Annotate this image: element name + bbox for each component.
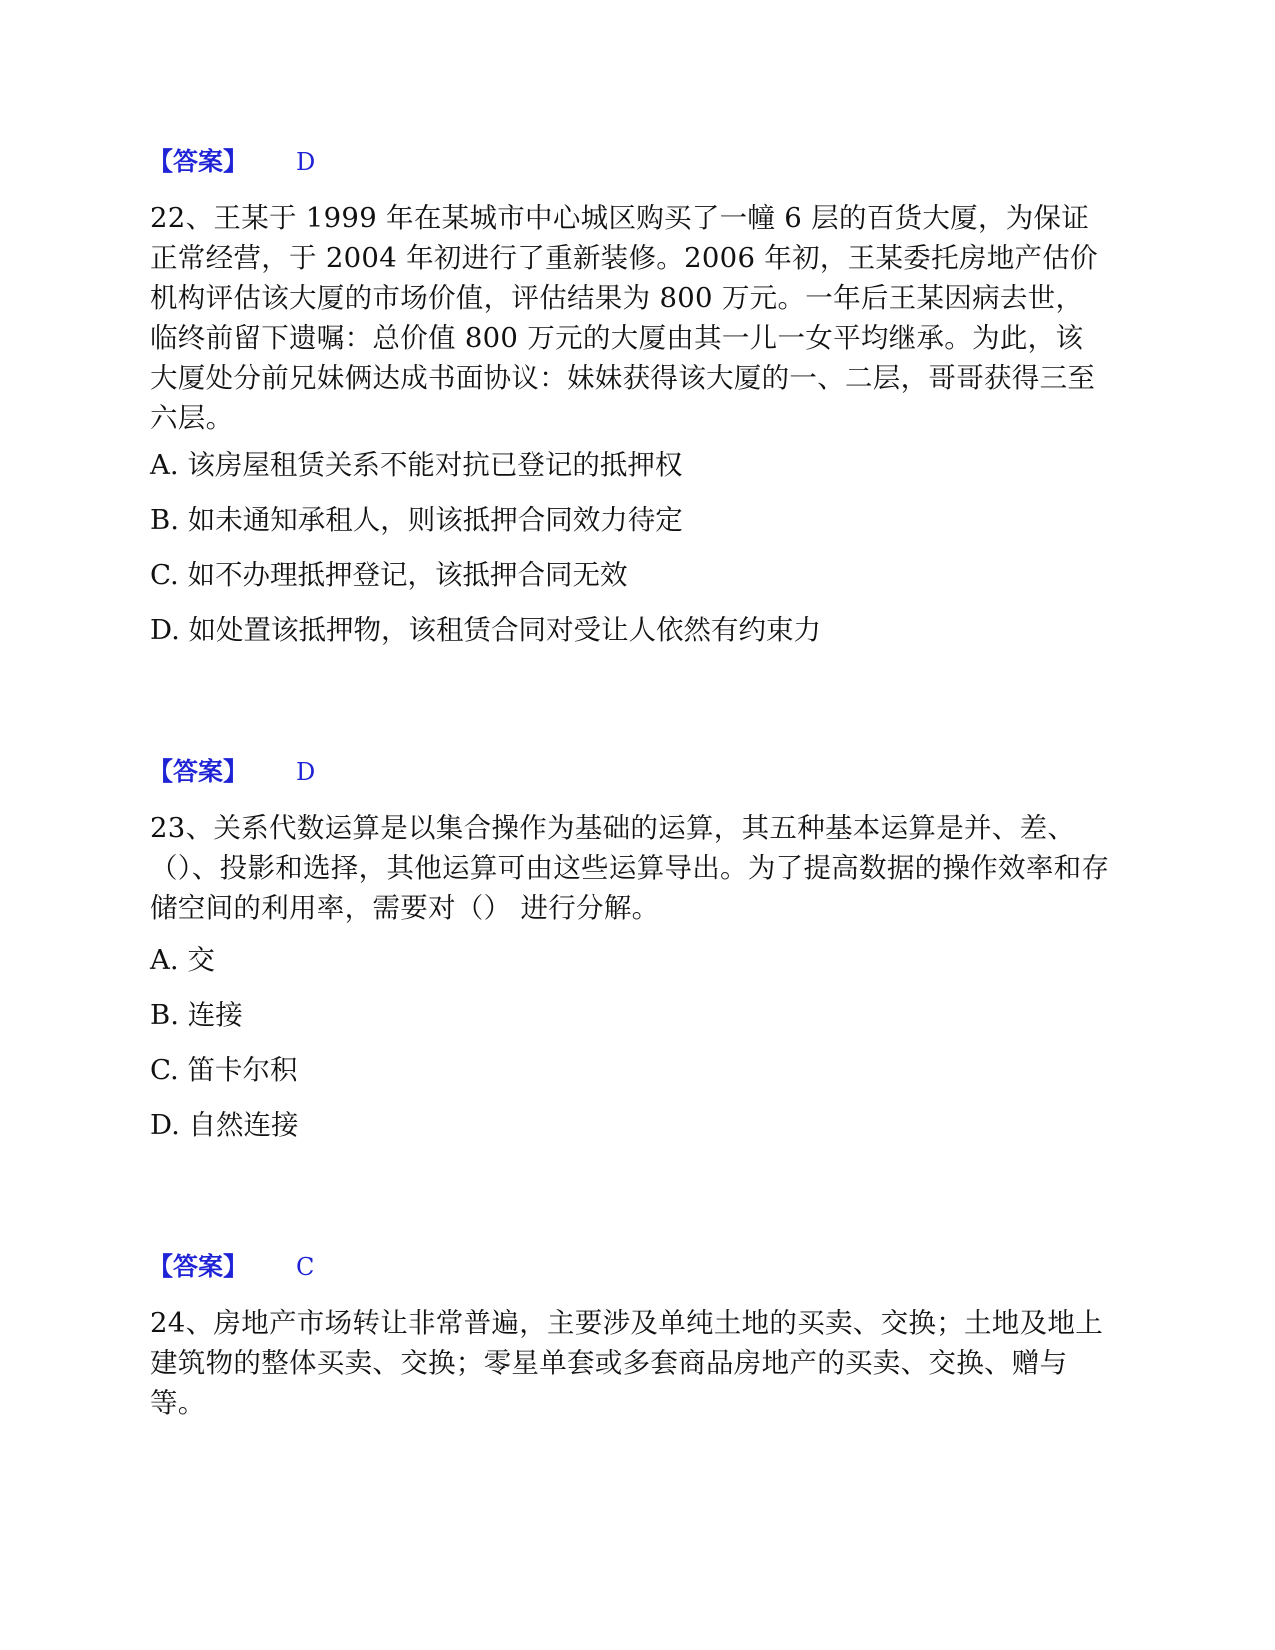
- answer-value: D: [296, 758, 316, 786]
- question-24-text: 24、房地产市场转让非常普遍，主要涉及单纯土地的买卖、交换；土地及地上建筑物的整体买卖、交换；零星单套或多套商品房地产的买卖、交换、赠与等。: [150, 1307, 1103, 1419]
- answer-line-23: [148, 1251, 314, 1283]
- question-22-option-d: D. 如处置该抵押物，该租赁合同对受让人依然有约束力: [150, 614, 822, 646]
- question-22-option-c: C. 如不办理抵押登记，该抵押合同无效: [150, 559, 628, 591]
- question-23-option-a: A. 交: [150, 944, 215, 976]
- question-22-option-a: A. 该房屋租赁关系不能对抗已登记的抵押权: [150, 449, 683, 481]
- question-23-option-d: D. 自然连接: [150, 1109, 299, 1141]
- question-22-text: 22、王某于 1999 年在某城市中心城区购买了一幢 6 层的百货大厦，为保证正常经营，于 2004 年初进行了重新装修。2006 年初，王某委托房地产估价机构评估该大厦的市场价值，评估结果为 800 万元。一年后王某因病去世，临终前留下遗嘱：总价值 800 万元的大厦由其一儿一女平均继承。为此，该大厦处分前兄妹俩达成书面协议：妹妹获得该大厦的一、二层，哥哥获得三至六层。: [150, 202, 1098, 434]
- answer-line-22: [148, 756, 315, 788]
- question-23-option-b: B. 连接: [150, 999, 243, 1031]
- answer-tag: 【答案】: [148, 1252, 249, 1281]
- answer-line-21: [148, 146, 315, 178]
- answer-value: C: [296, 1253, 315, 1281]
- question-23-option-c: C. 笛卡尔积: [150, 1054, 298, 1086]
- question-23-text: 23、关系代数运算是以集合操作为基础的运算，其五种基本运算是并、差、（）、投影和选择，其他运算可由这些运算导出。为了提高数据的操作效率和存储空间的利用率，需要对（） 进行分解。: [150, 812, 1110, 924]
- question-22-option-b: B. 如未通知承租人，则该抵押合同效力待定: [150, 504, 683, 536]
- answer-value: D: [296, 148, 316, 176]
- answer-tag: 【答案】: [148, 757, 249, 786]
- answer-tag: 【答案】: [148, 147, 249, 176]
